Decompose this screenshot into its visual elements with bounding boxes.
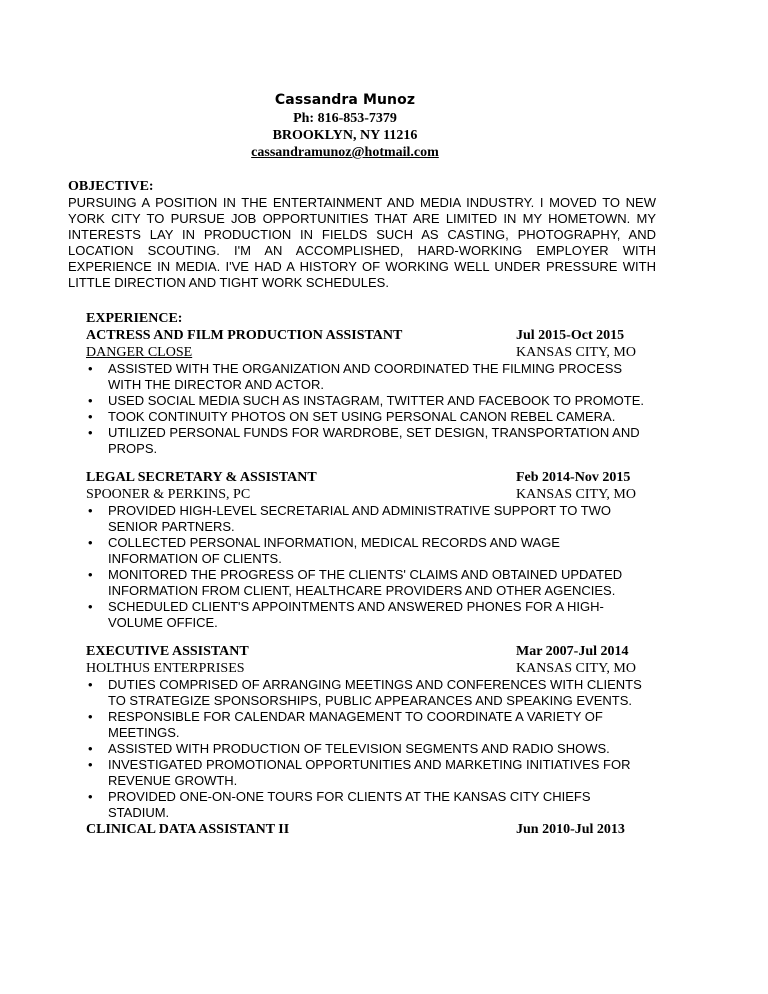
location: BROOKLYN, NY 11216 [272,128,418,143]
duty-item: • COLLECTED PERSONAL INFORMATION, MEDICAL RECORDS AND WAGE INFORMATION OF CLIENTS. [88,535,560,566]
job-location: KANSAS CITY, MO [516,487,636,502]
job-company: DANGER CLOSE [86,345,193,360]
job-title: LEGAL SECRETARY & ASSISTANT [86,470,317,485]
phone-number: Ph: 816-853-7379 [293,111,397,126]
objective-label: OBJECTIVE: [68,179,154,194]
duty-item: • UTILIZED PERSONAL FUNDS FOR WARDROBE, SET DESIGN, TRANSPORTATION AND PROPS. [88,425,640,456]
job-company: SPOONER & PERKINS, PC [86,487,251,502]
duty-item: • USED SOCIAL MEDIA SUCH AS INSTAGRAM, TWITTER AND FACEBOOK TO PROMOTE. [88,393,644,408]
job-entry [86,469,648,631]
duty-item: • PROVIDED ONE-ON-ONE TOURS FOR CLIENTS AT THE KANSAS CITY CHIEFS STADIUM. [88,789,591,820]
job-title: CLINICAL DATA ASSISTANT II [86,822,290,837]
objective-text: PURSUING A POSITION IN THE ENTERTAINMENT AND MEDIA INDUSTRY. I MOVED TO NEW YORK CITY TO PURSUE JOB OPPORTUNITIES THAT ARE LIMITED IN MY HOMETOWN. MY INTERESTS LAY IN PRODUCTION IN FIELDS SUCH AS CASTING, PHOTOGRAPHY, AND LOCATION SCOUTING. I'M AN ACCOMPLISHED, HARD-WORKING EMPLOYER WITH EXPERIENCE IN MEDIA. I'VE HAD A HISTORY OF WORKING WELL UNDER PRESSURE WITH LITTLE DIRECTION AND TIGHT WORK SCHEDULES. [68,195,656,290]
job-entry [86,327,648,457]
duty-item: • ASSISTED WITH PRODUCTION OF TELEVISION SEGMENTS AND RADIO SHOWS. [88,741,610,756]
duty-list [86,503,648,631]
job-dates: Mar 2007-Jul 2014 [516,644,629,659]
duty-list [86,677,648,821]
candidate-name: Cassandra Munoz [274,92,416,108]
duty-item: • INVESTIGATED PROMOTIONAL OPPORTUNITIES AND MARKETING INITIATIVES FOR REVENUE GROWTH. [88,757,631,788]
duty-list [86,361,648,457]
duty-item: • SCHEDULED CLIENT'S APPOINTMENTS AND ANSWERED PHONES FOR A HIGH-VOLUME OFFICE. [88,599,604,630]
duty-item: • ASSISTED WITH THE ORGANIZATION AND COORDINATED THE FILMING PROCESS WITH THE DIRECTOR AND ACTOR. [88,361,623,392]
job-entry [86,821,648,838]
contact-header [240,92,450,161]
experience-label: EXPERIENCE: [86,311,183,326]
job-dates: Jul 2015-Oct 2015 [516,328,625,343]
job-title: ACTRESS AND FILM PRODUCTION ASSISTANT [86,328,403,343]
experience-section [86,310,648,850]
duty-item: • RESPONSIBLE FOR CALENDAR MANAGEMENT TO COORDINATE A VARIETY OF MEETINGS. [88,709,603,740]
duty-item: • PROVIDED HIGH-LEVEL SECRETARIAL AND ADMINISTRATIVE SUPPORT TO TWO SENIOR PARTNERS. [88,503,612,534]
job-dates: Feb 2014-Nov 2015 [516,470,631,485]
job-company: HOLTHUS ENTERPRISES [86,661,245,676]
email-link[interactable]: cassandramunoz@hotmail.com [251,145,439,160]
job-dates: Jun 2010-Jul 2013 [516,822,625,837]
duty-item: • MONITORED THE PROGRESS OF THE CLIENTS' CLAIMS AND OBTAINED UPDATED INFORMATION FROM CLIENT, HEALTHCARE PROVIDERS AND OTHER AGENCIES. [88,567,623,598]
job-entry [86,643,648,821]
job-title: EXECUTIVE ASSISTANT [86,644,249,659]
duty-item: • TOOK CONTINUITY PHOTOS ON SET USING PERSONAL CANON REBEL CAMERA. [88,409,616,424]
objective-section [68,179,656,291]
duty-item: • DUTIES COMPRISED OF ARRANGING MEETINGS AND CONFERENCES WITH CLIENTS TO STRATEGIZE SPONSORSHIPS, PUBLIC APPEARANCES AND SPEAKING EVENTS. [88,677,642,708]
job-location: KANSAS CITY, MO [516,661,636,676]
job-location: KANSAS CITY, MO [516,345,636,360]
